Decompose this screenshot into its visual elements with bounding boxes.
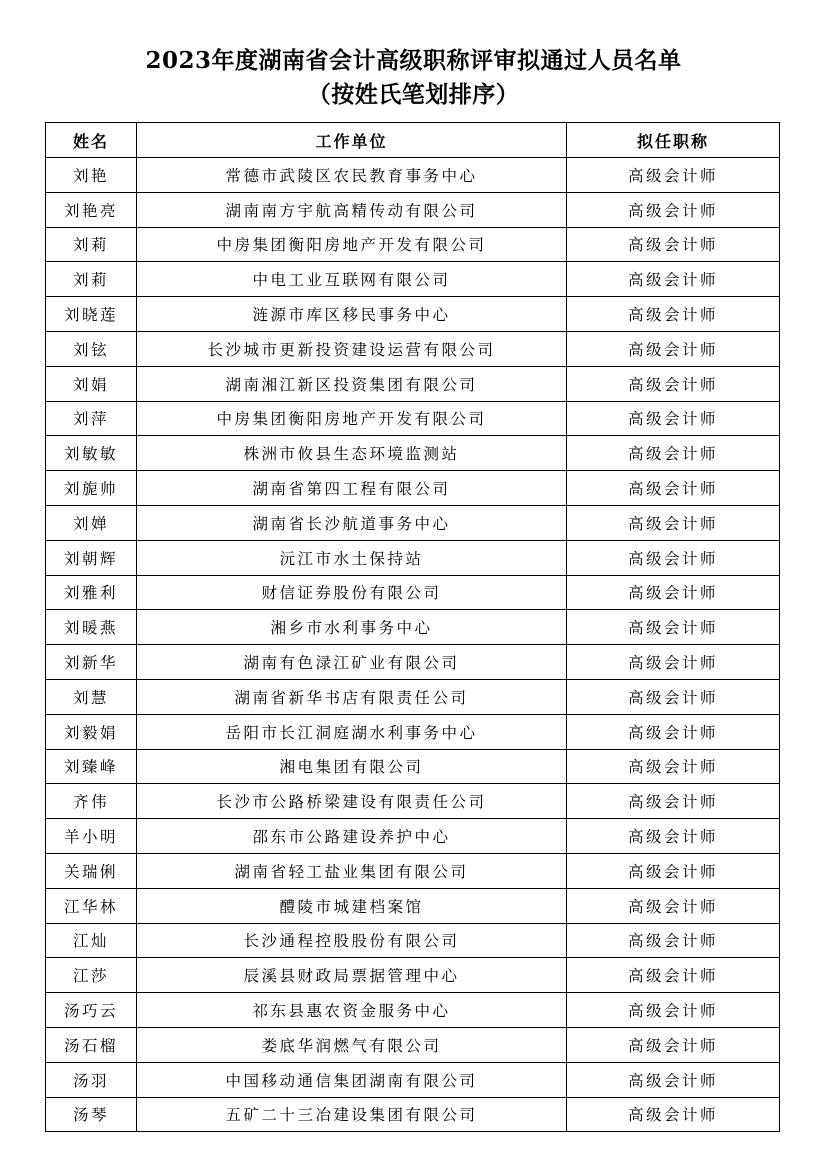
title-line-1: 2023年度湖南省会计高级职称评审拟通过人员名单 (145, 47, 682, 74)
cell-unit: 长沙通程控股股份有限公司 (137, 923, 567, 958)
cell-name: 刘暖燕 (46, 610, 137, 645)
table-row (46, 471, 780, 506)
cell-title: 高级会计师 (567, 540, 780, 575)
cell-title: 高级会计师 (567, 679, 780, 714)
cell-name: 刘毅娟 (46, 714, 137, 749)
cell-unit: 娄底华润燃气有限公司 (137, 1027, 567, 1062)
cell-title: 高级会计师 (567, 1027, 780, 1062)
cell-name: 汤琴 (46, 1097, 137, 1132)
cell-name: 刘婵 (46, 505, 137, 540)
cell-unit: 湖南有色渌江矿业有限公司 (137, 645, 567, 680)
cell-name: 江华林 (46, 888, 137, 923)
cell-unit: 财信证券股份有限公司 (137, 575, 567, 610)
cell-unit: 湖南南方宇航高精传动有限公司 (137, 192, 567, 227)
table-header-row (46, 123, 780, 158)
cell-title: 高级会计师 (567, 819, 780, 854)
cell-unit: 中房集团衡阳房地产开发有限公司 (137, 401, 567, 436)
cell-name: 汤石榴 (46, 1027, 137, 1062)
cell-unit: 常德市武陵区农民教育事务中心 (137, 158, 567, 193)
cell-name: 刘新华 (46, 645, 137, 680)
cell-title: 高级会计师 (567, 888, 780, 923)
cell-title: 高级会计师 (567, 784, 780, 819)
table-row (46, 505, 780, 540)
cell-name: 刘铉 (46, 331, 137, 366)
cell-title: 高级会计师 (567, 262, 780, 297)
cell-unit: 沅江市水土保持站 (137, 540, 567, 575)
cell-name: 关瑞俐 (46, 853, 137, 888)
cell-unit: 湘乡市水利事务中心 (137, 610, 567, 645)
cell-name: 刘艳 (46, 158, 137, 193)
cell-title: 高级会计师 (567, 749, 780, 784)
cell-unit: 湘电集团有限公司 (137, 749, 567, 784)
cell-title: 高级会计师 (567, 401, 780, 436)
table-row (46, 227, 780, 262)
cell-unit: 五矿二十三冶建设集团有限公司 (137, 1097, 567, 1132)
cell-title: 高级会计师 (567, 331, 780, 366)
table-row (46, 158, 780, 193)
cell-unit: 湖南省长沙航道事务中心 (137, 505, 567, 540)
cell-title: 高级会计师 (567, 192, 780, 227)
cell-title: 高级会计师 (567, 297, 780, 332)
table-row (46, 1027, 780, 1062)
cell-unit: 长沙城市更新投资建设运营有限公司 (137, 331, 567, 366)
table-row (46, 923, 780, 958)
table-row (46, 749, 780, 784)
table-row (46, 366, 780, 401)
header-name: 姓名 (46, 123, 137, 158)
cell-unit: 长沙市公路桥梁建设有限责任公司 (137, 784, 567, 819)
table-row (46, 679, 780, 714)
table-row (46, 436, 780, 471)
cell-title: 高级会计师 (567, 1097, 780, 1132)
cell-name: 汤巧云 (46, 993, 137, 1028)
cell-title: 高级会计师 (567, 575, 780, 610)
cell-name: 刘娟 (46, 366, 137, 401)
cell-unit: 湖南省新华书店有限责任公司 (137, 679, 567, 714)
cell-title: 高级会计师 (567, 853, 780, 888)
table-row (46, 714, 780, 749)
cell-name: 刘朝辉 (46, 540, 137, 575)
cell-unit: 中电工业互联网有限公司 (137, 262, 567, 297)
table-row (46, 610, 780, 645)
cell-title: 高级会计师 (567, 366, 780, 401)
table-row (46, 1097, 780, 1132)
cell-name: 刘敏敏 (46, 436, 137, 471)
table-row (46, 645, 780, 680)
cell-title: 高级会计师 (567, 714, 780, 749)
document-title (0, 44, 827, 112)
cell-name: 江灿 (46, 923, 137, 958)
cell-title: 高级会计师 (567, 436, 780, 471)
cell-unit: 湖南省第四工程有限公司 (137, 471, 567, 506)
cell-name: 羊小明 (46, 819, 137, 854)
cell-unit: 邵东市公路建设养护中心 (137, 819, 567, 854)
cell-unit: 岳阳市长江洞庭湖水利事务中心 (137, 714, 567, 749)
cell-unit: 株洲市攸县生态环境监测站 (137, 436, 567, 471)
table-row (46, 540, 780, 575)
table-row (46, 575, 780, 610)
table-row (46, 993, 780, 1028)
table-row (46, 297, 780, 332)
table-row (46, 262, 780, 297)
table-row (46, 1062, 780, 1097)
table-row (46, 853, 780, 888)
table-row (46, 192, 780, 227)
cell-unit: 湖南湘江新区投资集团有限公司 (137, 366, 567, 401)
cell-name: 刘旎帅 (46, 471, 137, 506)
cell-title: 高级会计师 (567, 923, 780, 958)
cell-title: 高级会计师 (567, 993, 780, 1028)
cell-unit: 涟源市库区移民事务中心 (137, 297, 567, 332)
cell-unit: 湖南省轻工盐业集团有限公司 (137, 853, 567, 888)
table-body (46, 158, 780, 1132)
table-row (46, 888, 780, 923)
cell-name: 刘莉 (46, 262, 137, 297)
cell-unit: 辰溪县财政局票据管理中心 (137, 958, 567, 993)
roster-table (45, 122, 780, 1132)
cell-title: 高级会计师 (567, 227, 780, 262)
table-row (46, 819, 780, 854)
cell-name: 刘艳亮 (46, 192, 137, 227)
cell-title: 高级会计师 (567, 645, 780, 680)
cell-title: 高级会计师 (567, 610, 780, 645)
cell-title: 高级会计师 (567, 1062, 780, 1097)
table-row (46, 331, 780, 366)
table-row (46, 958, 780, 993)
cell-title: 高级会计师 (567, 505, 780, 540)
cell-name: 齐伟 (46, 784, 137, 819)
cell-name: 刘晓莲 (46, 297, 137, 332)
cell-title: 高级会计师 (567, 958, 780, 993)
table-row (46, 784, 780, 819)
cell-title: 高级会计师 (567, 471, 780, 506)
cell-name: 刘臻峰 (46, 749, 137, 784)
cell-name: 江莎 (46, 958, 137, 993)
header-unit: 工作单位 (137, 123, 567, 158)
table-row (46, 401, 780, 436)
cell-name: 刘莉 (46, 227, 137, 262)
title-line-2: （按姓氏笔划排序） (307, 81, 520, 108)
cell-unit: 中房集团衡阳房地产开发有限公司 (137, 227, 567, 262)
cell-unit: 醴陵市城建档案馆 (137, 888, 567, 923)
cell-name: 刘慧 (46, 679, 137, 714)
cell-title: 高级会计师 (567, 158, 780, 193)
header-title: 拟任职称 (567, 123, 780, 158)
cell-name: 汤羽 (46, 1062, 137, 1097)
cell-name: 刘雅利 (46, 575, 137, 610)
cell-unit: 中国移动通信集团湖南有限公司 (137, 1062, 567, 1097)
cell-unit: 祁东县惠农资金服务中心 (137, 993, 567, 1028)
cell-name: 刘萍 (46, 401, 137, 436)
